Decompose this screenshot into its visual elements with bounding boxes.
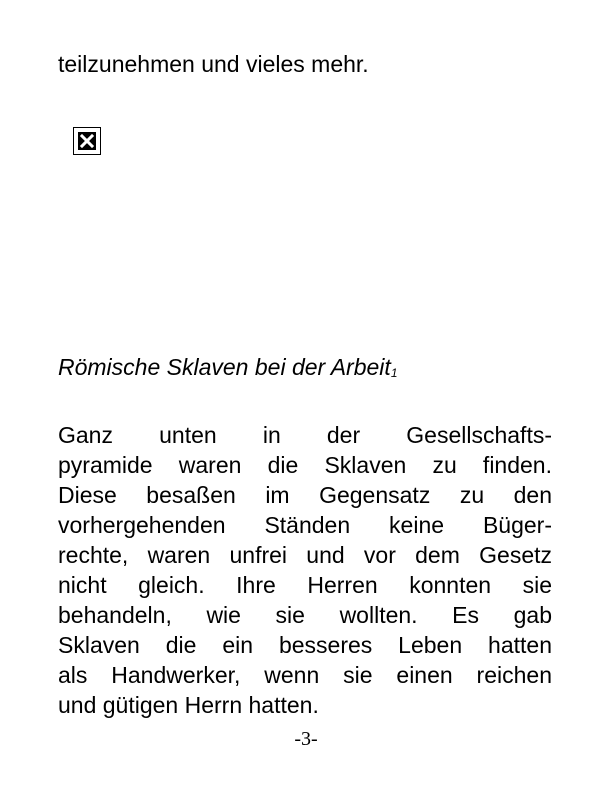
footnote-reference: 1 (390, 366, 398, 380)
body-paragraph (58, 420, 552, 720)
paragraph-line: Sklaven die ein besseres Leben hatten (58, 632, 552, 658)
paragraph-line: behandeln, wie sie wollten. Es gab (58, 602, 552, 628)
paragraph-line: Ganz unten in der Gesellschafts- (58, 422, 552, 448)
paragraph-line: als Handwerker, wenn sie einen reichen (58, 662, 552, 688)
paragraph-line: pyramide waren die Sklaven zu finden. (58, 452, 552, 478)
page-number: -3- (294, 728, 318, 750)
paragraph-line: nicht gleich. Ihre Herren konnten sie (58, 572, 552, 598)
paragraph-line: vorhergehenden Ständen keine Büger- (58, 512, 552, 538)
figure-caption (58, 352, 398, 388)
broken-image-placeholder (73, 127, 101, 155)
caption-text: Römische Sklaven bei der Arbeit (58, 354, 391, 380)
paragraph-line: und gütigen Herrn hatten. (58, 692, 319, 718)
paragraph-line: Diese besaßen im Gegensatz zu den (58, 482, 552, 508)
paragraph-line: rechte, waren unfrei und vor dem Gesetz (58, 542, 552, 568)
preceding-text-line: teilzunehmen und vieles mehr. (58, 51, 369, 77)
